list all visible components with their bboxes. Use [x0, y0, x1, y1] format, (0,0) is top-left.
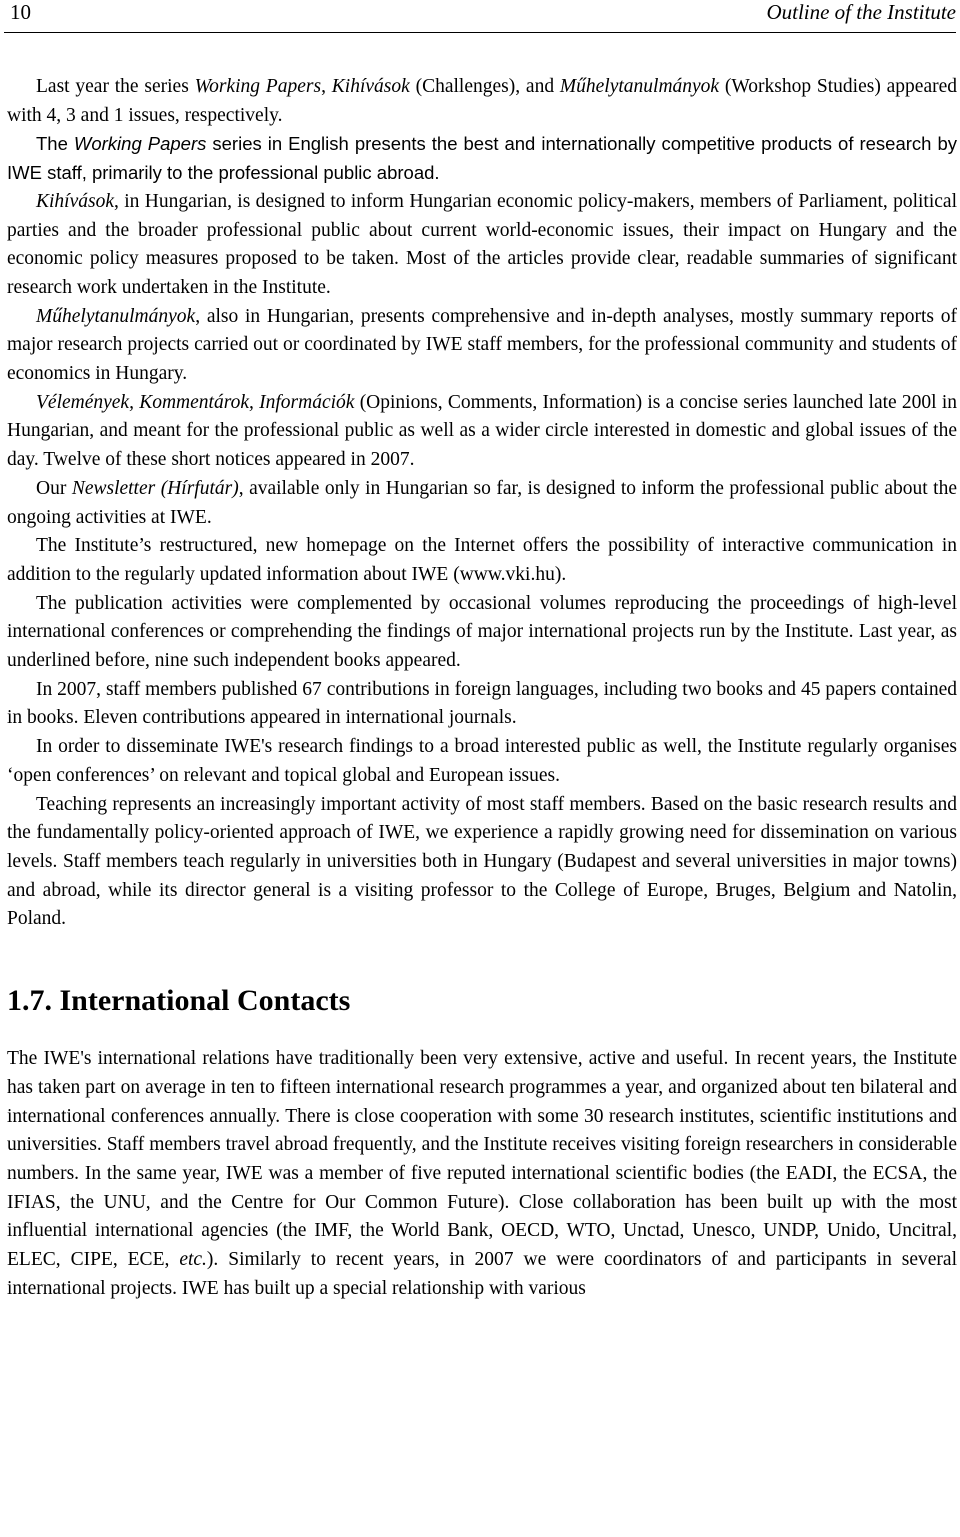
text-run: , available only in Hungarian so far, is designed to inform the professional public about the ongoing activities at IWE. — [7, 477, 958, 528]
paragraph-velemenyek — [7, 389, 957, 475]
page-body — [0, 33, 957, 1303]
series-title-working-papers: Working Papers — [73, 133, 207, 155]
text-run: Most of the articles provide clear, readable summaries of significant research work undertaken in the Institute. — [7, 248, 957, 298]
paragraph-conferences: In order to disseminate IWE's research findings to a broad interested public as well, the Institute regularly organises ‘open conferences’ on relevant and topical global and European issues. — [7, 736, 957, 786]
paragraph-kihivasok — [7, 188, 957, 303]
series-title-kihivasok: Kihívások — [36, 190, 114, 212]
newsletter-title: Newsletter (Hírfutár) — [71, 477, 239, 499]
paragraph-series-overview — [7, 73, 957, 130]
paragraph-international-contacts — [7, 1045, 957, 1303]
paragraph-homepage: The Institute’s restructured, new homepage on the Internet offers the possibility of interactive communication in addition to the regularly updated information about IWE (www.vki.hu). — [7, 535, 957, 585]
series-title-muhelytanulmanyok: Műhelytanulmányok — [559, 76, 720, 97]
text-run: The — [36, 133, 74, 155]
text-run: (Challenges), and — [409, 76, 560, 97]
series-title-velemenyek: Vélemények, Kommentárok, Információk — [36, 391, 355, 413]
text-run: , also in Hungarian, presents comprehensive and in-depth analyses, mostly summary reports of major research projects carried out or coordinated by IWE staff members, for the professional community and students of economics in Hungary. — [7, 305, 957, 385]
text-run: (Opinions, Comments, Information) is a concise series launched late 200l in Hungarian, and meant for the professional public as well as a wider circle interested in domestic and global issues of the day. Twelve of these short notices appeared in 2007. — [7, 391, 958, 471]
text-run-italic: etc. — [179, 1249, 207, 1271]
paragraph-working-papers — [7, 130, 957, 187]
text-run: , — [321, 76, 332, 97]
section-heading: 1.7. International Contacts — [7, 984, 351, 1018]
running-title: Outline of the Institute — [766, 0, 956, 24]
paragraph-contributions: In 2007, staff members published 67 contributions in foreign languages, including two books and 45 papers contained in books. Eleven contributions appeared in international journals. — [7, 678, 957, 729]
text-run: (Workshop Studies) appeared with 4, 3 and 1 issues, respectively. — [7, 76, 958, 126]
series-title-kihivasok: Kihívások — [331, 76, 410, 97]
text-run: Our — [36, 477, 72, 499]
paragraph-newsletter — [7, 475, 957, 532]
text-run: , in Hungarian, is designed to inform Hungarian economic policy-makers, members of Parliament, political parties and the broader professional public about current world-economic issues, their impact on Hungary and the economic policy measures proposed to be taken. — [7, 190, 957, 270]
paragraph-publications: The publication activities were complemented by occasional volumes reproducing the proceedings of high-level international conferences or comprehending the findings of major international projects run by the Institute. Last year, as underlined before, nine such independent books appeared. — [7, 592, 957, 672]
series-title-working-papers: Working Papers — [194, 76, 322, 97]
paragraph-teaching: Teaching represents an increasingly important activity of most staff members. Based on the basic research results and the fundamentally policy-oriented approach of IWE, we experience a rapidly growing need for dissemination on various levels. Staff members teach regularly in universities both in Hungary (Budapest and several universities in major towns) and abroad, while its director general is a visiting professor to the College of Europe, Bruges, Belgium and Natolin, Poland. — [7, 793, 957, 930]
page-header — [4, 0, 956, 33]
paragraph-muhelytanulmanyok — [7, 303, 957, 389]
series-title-muhelytanulmanyok: Műhelytanulmányok — [36, 305, 196, 327]
text-run: The IWE's international relations have traditionally been very extensive, active and useful. In recent years, the Institute has taken part on average in ten to fifteen international research programmes a year, and organized about ten bilateral and international conferences annually. There is close cooperation with some 30 research institutes, scientific institutions and universities. Staff members travel abroad frequently, and the Institute receives visiting foreign researchers in considerable numbers. In the same year, IWE was a member of five reputed international scientific bodies (the EADI, the ECSA, the IFIAS, the UNU, and the Centre for Our Common Future). Close collaboration has been built up with the most influential international agencies (the IMF, the World Bank, OECD, WTO, Unctad, Unesco, UNDP, Unido, Uncitral, ELEC, CIPE, ECE, — [7, 1048, 957, 1271]
page-number: 10 — [10, 0, 31, 24]
text-run: series in English presents the best and internationally competitive products of research by IWE staff, primarily to the professional public abroad. — [7, 133, 957, 184]
text-run: ). Similarly to recent years, in 2007 we were coordinators of and participants in several international projects. IWE has built up a special relationship with various — [7, 1249, 958, 1299]
text-run: Last year the series — [36, 76, 195, 97]
